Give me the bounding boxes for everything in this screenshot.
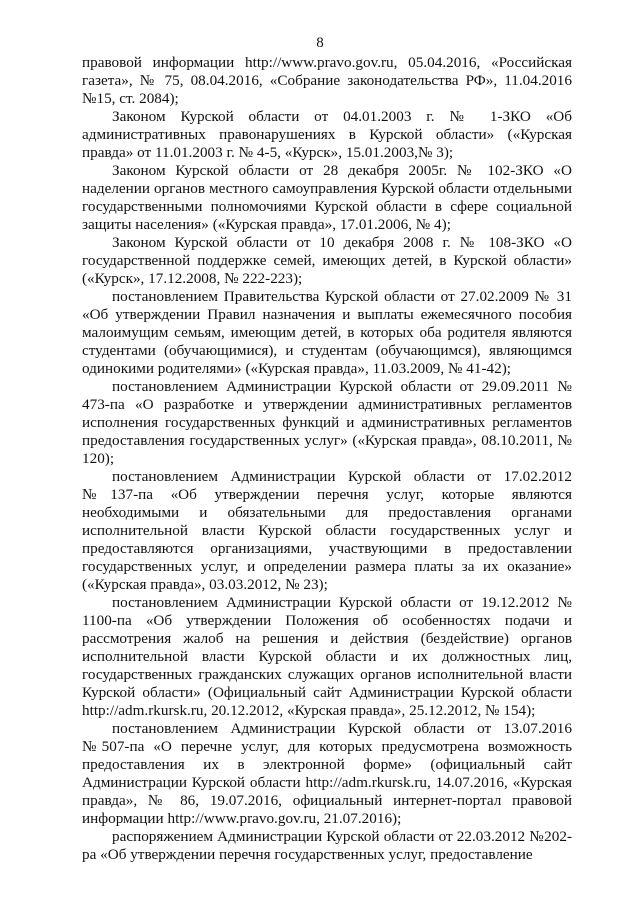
paragraph: постановлением Правительства Курской области от 27.02.2009 № 31 «Об утверждении Правил назначения и выплаты ежемесячного пособия малоимущим семьям, имеющим детей, в которых оба родителя являются студентами (обучающимися), и студентам (обучающимся), являющимся одинокими родителями» («Курская правда», 11.03.2009, № 41-42);	[82, 288, 572, 377]
paragraph: Законом Курской области от 10 декабря 2008 г. № 108-ЗКО «О государственной поддержке семей, имеющих детей, в Курской области» («Курск», 17.12.2008, № 222-223);	[82, 234, 572, 287]
paragraph: постановлением Администрации Курской области от 17.02.2012 №137-па «Об утверждении перечня услуг, которые являются необходимыми и обязательными для предоставления органами исполнительной власти Курской области государственных услуг и предоставляются организациями, участвующими в предоставлении государственных услуг, и определении размера платы за их оказание» («Курская правда», 03.03.2012, № 23);	[82, 468, 572, 593]
paragraph: постановлением Администрации Курской области от 29.09.2011 № 473-па «О разработке и утверждении административных регламентов исполнения государственных функций и административных регламентов предоставления государственных услуг» («Курская правда», 08.10.2011, № 120);	[82, 378, 572, 467]
document-body	[82, 54, 572, 864]
page-number: 8	[316, 35, 324, 51]
paragraph: Законом Курской области от 04.01.2003 г. № 1-ЗКО «Об административных правонарушениях в Курской области» («Курская правда» от 11.01.2003 г. № 4-5, «Курск», 15.01.2003,№ 3);	[82, 108, 572, 161]
paragraph: распоряжением Администрации Курской области от 22.03.2012 №202-ра «Об утверждении перечня государственных услуг, предоставление	[82, 828, 572, 863]
paragraph: постановлением Администрации Курской области от 19.12.2012 № 1100-па «Об утверждении Положения об особенностях подачи и рассмотрения жалоб на решения и действия (бездействие) органов исполнительной власти Курской области и их должностных лиц, государственных гражданских служащих органов исполнительной власти Курской области» (Официальный сайт Администрации Курской области http://adm.rkursk.ru, 20.12.2012, «Курская правда», 25.12.2012, № 154);	[82, 594, 572, 719]
paragraph: правовой информации http://www.pravo.gov.ru, 05.04.2016, «Российская газета», № 75, 08.04.2016, «Собрание законодательства РФ», 11.04.2016 №15, ст. 2084);	[82, 54, 572, 107]
paragraph: постановлением Администрации Курской области от 13.07.2016 №507-па «О перечне услуг, для которых предусмотрена возможность предоставления их в электронной форме» (официальный сайт Администрации Курской области http://adm.rkursk.ru, 14.07.2016, «Курская правда», № 86, 19.07.2016, официальный интернет-портал правовой информации http://www.pravo.gov.ru, 21.07.2016);	[82, 720, 572, 827]
paragraph: Законом Курской области от 28 декабря 2005г. № 102-ЗКО «О наделении органов местного самоуправления Курской области отдельными государственными полномочиями Курской области в сфере социальной защиты населения» («Курская правда», 17.01.2006, № 4);	[82, 162, 572, 233]
